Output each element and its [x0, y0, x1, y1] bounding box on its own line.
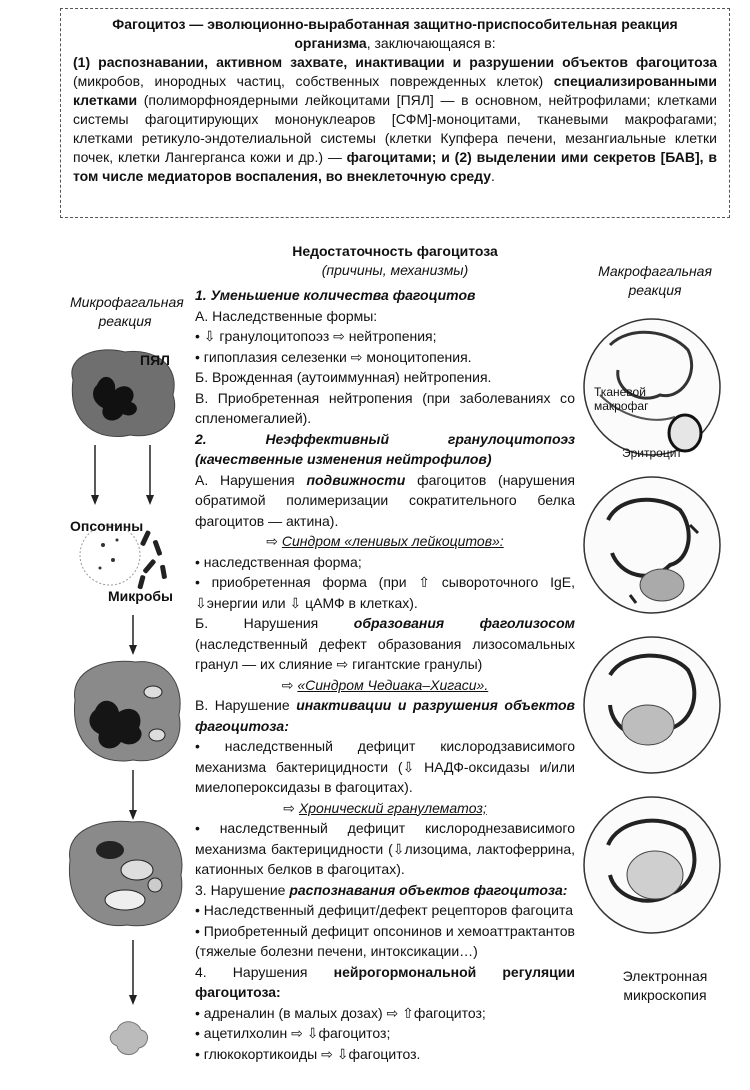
label-microbes: Микробы — [108, 588, 173, 604]
definition-heading — [73, 15, 717, 53]
section-1-heading: 1. Уменьшение количества фагоцитов — [195, 287, 476, 303]
definition-lead: , заключающаяся в: — [366, 35, 496, 51]
section-2a-item-1: • наследственная форма; — [195, 553, 362, 570]
arrow-1b-head — [146, 495, 154, 505]
section-title: Недостаточность фагоцитоза — [292, 243, 498, 259]
label-erythrocyte: Эритроцит — [622, 446, 682, 460]
definition-phagocytes: фагоцитами; — [346, 149, 437, 165]
term-motility: подвижности — [306, 471, 406, 488]
section-3-heading: распознавания объектов фагоцитоза: — [289, 881, 568, 898]
section-2b: (наследственный дефект образования лизосомальных гранул — их слияние ⇨ гигантские гранулы) — [195, 635, 575, 672]
section-4-item-1: • адреналин (в малых дозах) ⇨ ⇧фагоцитоз; — [195, 1004, 486, 1021]
section-2a-item-2: • приобретенная форма (при ⇧ сывороточного IgE, ⇩энергии или ⇩ цАМФ в клетках). — [195, 574, 575, 611]
micrograph-3 — [584, 637, 720, 773]
opsonins-microbes — [80, 525, 167, 590]
section-3-item-1: • Наследственный дефицит/дефект рецепторов фагоцита — [195, 902, 574, 918]
section-1a-item-2: • гипоплазия селезенки ⇨ моноцитопения. — [195, 348, 472, 365]
mechanisms-text: 1. Уменьшение количества фагоцитов А. Наследственные формы: • ⇩ гранулоцитопоэз ⇨ нейтропения; • гипоплазия селезенки ⇨ моноцитопения. Б. Врожденная (аутоиммунная) нейтропения. В. Приобретенная нейтропения (при заболеваниях со спленомегалией). 2. Неэффективный гранулоцитопоэз (качественные изменения нейтрофилов) А. Нарушения подвижности фагоцитов (нарушения обратимой полимеризации сократительного белка фагоцитов — актина). ⇨ Синдром «ленивых лейкоцитов»: • наследственная форма; • приобретенная форма (при ⇧ сывороточного IgE, ⇩энергии или ⇩ цАМФ в клетках). Б. Нарушения образования фаголизосом (наследственный дефект образования лизосомальных гранул — их слияние ⇨ гигантские гранулы) ⇨ «Синдром Чедиака–Хигаси». В. Нарушение инактивации и разрушения объектов фагоцитоза: • наследственный дефицит кислородзависимого механизма бактерицидности (⇩ НАДФ-оксидазы и/или миелопероксидазы в фагоцитах). ⇨ Хронический гранулематоз; • наследственный дефицит кислороднезависимого механизма бактерицидности (⇩лизоцима, лактоферрина, катионных белков в фагоцитах). 3. Нарушение распознавания объектов фагоцитоза: • Наследственный дефицит/дефект рецепторов фагоцита • Приобретенный дефицит опсонинов и хемоаттрактантов (тяжелые болезни печени, интоксикации…) 4. Нарушения нейрогормональной регуляции фагоцитоза: • адреналин (в малых дозах) ⇨ ⇧фагоцитоз; • ацетилхолин ⇨ ⇩фагоцитоз; • глюкокортикоиды ⇨ ⇩фагоцитоз. — [195, 285, 575, 1064]
section-4-item-2: • ацетилхолин ⇨ ⇩фагоцитоз; — [195, 1025, 391, 1041]
section-1b: Б. Врожденная (аутоиммунная) нейтропения. — [195, 369, 492, 385]
microphage-title: Микрофагальная реакция — [70, 294, 184, 329]
label-opsonins: Опсонины — [70, 518, 144, 534]
engulfing-cell — [74, 661, 180, 761]
definition-part2: и (2) выделении ими секретов [БАВ], в том числе медиаторов воспаления, во внеклеточную среду — [73, 149, 717, 184]
definition-objects: (микробов, инородных частиц, собственных поврежденных клеток) — [73, 73, 554, 89]
label-pmn: ПЯЛ — [140, 352, 170, 368]
term-phagolysosome: образования фаголизосом — [353, 615, 575, 631]
section-2-heading: 2. Неэффективный гранулоцитопоэз (качественные изменения нейтрофилов) — [195, 430, 575, 467]
arrow-2-head — [129, 645, 137, 655]
micrograph-2 — [584, 477, 720, 613]
syndrome-lazy-leukocytes: Синдром «ленивых лейкоцитов»: — [281, 533, 504, 549]
definition-term: Фагоцитоз — эволюционно-выработанная защитно-приспособительная реакция — [112, 16, 678, 32]
arrow-1a-head — [91, 495, 99, 505]
label-tissue-macrophage: Тканевой макрофаг — [594, 385, 649, 413]
section-1a-item-1: • ⇩ гранулоцитопоэз ⇨ нейтропения; — [195, 328, 437, 344]
definition-cells-list: (полиморфноядерными лейкоцитами [ПЯЛ] — в основном, нейтрофилами; клетками системы фагоцитирующих мононуклеаров [СФМ]-моноцитами, тканевыми макрофагами; клетками ретикуло-эндотелиальной системы (клетки Купфера печени, мезангиальные клетки почек, клетки Лангерганса кожи и др.) — — [73, 92, 717, 165]
definition-body: (1) распознавании, активном захвате, инактивации и разрушении объектов фагоцитоза (микробов, инородных частиц, собственных поврежденных клеток) специализированными клетками (полиморфноядерными лейкоцитами [ПЯЛ] — в основном, нейтрофилами; клетками системы фагоцитирующих мононуклеаров [СФМ]-моноцитами, тканевыми макрофагами; клетками ретикуло-эндотелиальной системы (клетки Купфера печени, мезангиальные клетки почек, клетки Лангерганса кожи и др.) — фагоцитами; и (2) выделении ими секретов [БАВ], в том числе медиаторов воспаления, во внеклеточную среду. — [73, 54, 717, 184]
arrow-3-head — [129, 810, 137, 820]
definition-box — [60, 8, 730, 218]
section-4-item-3: • глюкокортикоиды ⇨ ⇩фагоцитоз. — [195, 1045, 421, 1062]
micrograph-4 — [584, 797, 720, 933]
macrophage-title: Макрофагальная реакция — [598, 263, 712, 298]
microphage-illustration — [55, 340, 195, 1080]
syndrome-chronic-granulomatosis: Хронический гранулематоз; — [298, 799, 487, 816]
section-1a: А. Наследственные формы: — [195, 307, 378, 324]
section-subtitle: (причины, механизмы) — [321, 262, 469, 278]
residual-body — [110, 1022, 147, 1055]
phagolysosome-cell — [69, 821, 182, 926]
section-1c: В. Приобретенная нейтропения (при заболеваниях со спленомегалией). — [195, 389, 575, 426]
arrow-4-head — [129, 995, 137, 1005]
definition-cells: специализированными клетками — [73, 73, 717, 108]
term-inactivation: инактивации и разрушения объектов фагоцитоза: — [195, 697, 575, 734]
section-4-heading: нейрогормональной регуляции фагоцитоза: — [195, 963, 576, 1000]
syndrome-chediak-higashi: «Синдром Чедиака–Хигаси». — [297, 676, 489, 693]
section-3-item-2: • Приобретенный дефицит опсонинов и хемоаттрактантов (тяжелые болезни печени, интоксикации…) — [195, 922, 575, 959]
definition-part1: (1) распознавании, активном захвате, инактивации и разрушении объектов фагоцитоза — [73, 54, 717, 70]
definition-term-cont: организма — [294, 35, 367, 51]
em-caption: Электронная микроскопия — [622, 968, 708, 1003]
section-2c-item-2: • наследственный дефицит кислороднезависимого механизма бактерицидности (⇩лизоцима, лактоферрина, катионных белков в фагоцитах). — [195, 820, 575, 877]
section-2a: фагоцитов (нарушения обратимой полимеризации сократительного белка фагоцитов — актина). — [195, 471, 575, 529]
section-2c-item-1: • наследственный дефицит кислородзависимого механизма бактерицидности (⇩ НАДФ-оксидазы и/или миелопероксидазы в фагоцитах). — [195, 738, 575, 795]
